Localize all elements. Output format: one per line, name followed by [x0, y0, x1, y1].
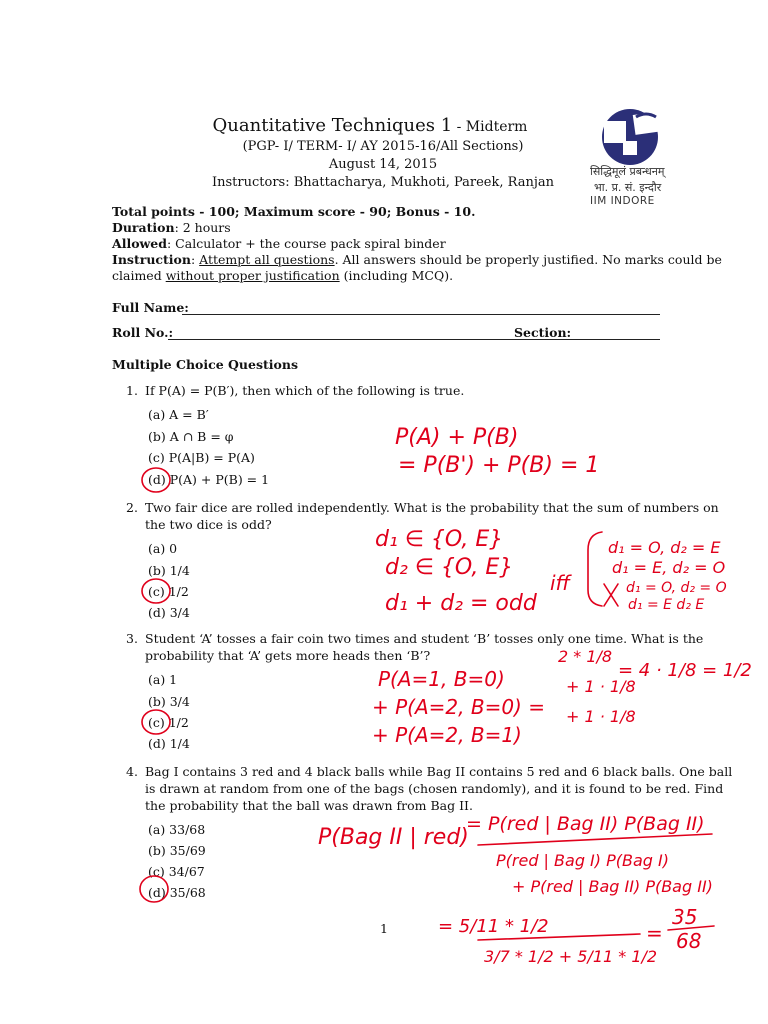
q4-note-numerator: = P(red | Bag II) P(Bag II) [466, 813, 705, 835]
exam-date: August 14, 2015 [328, 157, 438, 172]
exam-type: - Midterm [452, 119, 528, 135]
question-3-number: 3. [126, 631, 138, 646]
question-3-option-c: (c) 1/2 [148, 715, 189, 730]
question-3-option-b: (b) 3/4 [148, 694, 190, 709]
question-4-option-b: (b) 35/69 [148, 843, 206, 858]
question-3-text-1: Student ‘A’ tosses a fair coin two times and student ‘B’ tosses only one time. What is the [145, 631, 704, 646]
q4-note-frac-denominator: 3/7 * 1/2 + 5/11 * 1/2 [484, 947, 658, 966]
question-1-option-b: (b) A ∩ B = φ [148, 429, 234, 444]
question-2-option-a: (a) 0 [148, 541, 178, 556]
q4-note-denominator-2: + P(red | Bag II) P(Bag II) [512, 877, 713, 896]
logo-motto: सिद्धिमूलं प्रबन्धनम् [590, 165, 665, 178]
question-1-option-a: (a) A = B′ [148, 407, 209, 422]
question-4-option-d: (d) 35/68 [148, 885, 206, 900]
q2-case-1: d₁ = O, d₂ = E [608, 538, 721, 557]
question-4-option-a: (a) 33/68 [148, 822, 206, 837]
duration-label: Duration [112, 220, 175, 235]
question-3-text-2: probability that ‘A’ gets more heads then ‘B’? [145, 648, 431, 663]
q4-note-lhs: P(Bag II | red) [318, 825, 469, 850]
q4-fraction-bar-2 [478, 934, 640, 940]
q3-note-result: = 4 · 1/8 = 1/2 [618, 660, 752, 681]
question-4-text-2: is drawn at random from one of the bags (chosen randomly), and it is found to be red. Find [145, 781, 724, 796]
logo-name: IIM INDORE [590, 195, 655, 207]
q4-fraction-bar [478, 834, 712, 845]
question-2-text-2: the two dice is odd? [145, 517, 272, 532]
instruction-label: Instruction [112, 252, 191, 267]
q4-result-numerator: 35 [672, 905, 698, 929]
allowed-label: Allowed [112, 236, 167, 251]
roll-no-label: Roll No.: [112, 325, 174, 340]
q4-note-denominator-1: P(red | Bag I) P(Bag I) [496, 851, 669, 870]
total-points: Total points - 100; Maximum score - 90; Bonus - 10. [112, 204, 476, 219]
q2-note-d1: d₁ ∈ {O, E} [375, 527, 504, 552]
q2-note-iff: iff [550, 571, 570, 595]
question-1-option-c: (c) P(A|B) = P(A) [148, 450, 255, 465]
q4-note-frac-numerator: = 5/11 * 1/2 [438, 916, 549, 937]
q3-note-line-3: + P(A=2, B=1) [372, 723, 522, 747]
allowed-value: : Calculator + the course pack spiral binder [167, 236, 446, 251]
iim-indore-logo [590, 105, 670, 165]
question-4-number: 4. [126, 764, 138, 779]
question-1-number: 1. [126, 383, 138, 398]
instruction-line: Instruction: Attempt all questions. All answers should be properly justified. No marks could be [112, 252, 722, 267]
q2-cross-mark [604, 584, 618, 606]
course-title: Quantitative Techniques 1 [212, 115, 453, 136]
q4-result-denominator: 68 [676, 929, 702, 953]
roll-no-line [168, 339, 660, 340]
q1-note-line-2: = P(B') + P(B) = 1 [398, 453, 600, 478]
q2-note-sum: d₁ + d₂ = odd [385, 591, 537, 616]
q2-note-d2: d₂ ∈ {O, E} [385, 555, 514, 580]
q2-brace [588, 532, 602, 606]
duration-value: : 2 hours [174, 220, 231, 235]
q3-note-line-2: + P(A=2, B=0) = [372, 695, 545, 719]
exam-title [213, 115, 528, 136]
q4-note-equals: = [646, 921, 663, 945]
q3-note-right-1: 2 * 1/8 [558, 647, 613, 666]
question-2-option-d: (d) 3/4 [148, 605, 190, 620]
question-1-text: If P(A) = P(B′), then which of the following is true. [145, 383, 465, 398]
question-2-option-b: (b) 1/4 [148, 563, 190, 578]
full-name-line [182, 314, 660, 315]
instructors: Instructors: Bhattacharya, Mukhoti, Pareek, Ranjan [212, 175, 554, 190]
section-label: Section: [514, 325, 572, 340]
question-2-text-1: Two fair dice are rolled independently. What is the probability that the sum of numbers on [145, 500, 719, 515]
logo-hindi-name: भा. प्र. सं. इन्दौर [594, 181, 662, 194]
q2-case-2: d₁ = E, d₂ = O [612, 558, 726, 577]
question-4-option-c: (c) 34/67 [148, 864, 205, 879]
instruction-emphasis: Attempt all questions [199, 252, 335, 267]
question-3-option-d: (d) 1/4 [148, 736, 190, 751]
program-line: (PGP- I/ TERM- I/ AY 2015-16/All Sections) [242, 139, 524, 154]
question-4-text-3: the probability that the ball was drawn from Bag II. [145, 798, 473, 813]
instruction-line-2: claimed without proper justification (including MCQ). [112, 268, 454, 283]
q1-note-line-1: P(A) + P(B) [395, 425, 519, 450]
question-2-number: 2. [126, 500, 138, 515]
q2-case-3: d₁ = O, d₂ = O [626, 580, 727, 596]
question-4-text-1: Bag I contains 3 red and 4 black balls while Bag II contains 5 red and 6 black balls. One ball [145, 764, 733, 779]
q3-note-right-2: + 1 · 1/8 [566, 677, 636, 696]
question-2-option-c: (c) 1/2 [148, 584, 189, 599]
question-1-option-d: (d) P(A) + P(B) = 1 [148, 472, 270, 487]
q3-note-right-3: + 1 · 1/8 [566, 707, 636, 726]
question-3-option-a: (a) 1 [148, 672, 178, 687]
full-name-label: Full Name: [112, 300, 189, 315]
logo-emblem-icon [590, 105, 670, 167]
q4-result-bar [668, 926, 714, 930]
section-title: Multiple Choice Questions [112, 357, 298, 372]
q2-case-4: d₁ = E d₂ E [628, 597, 705, 613]
page-number: 1 [380, 921, 388, 936]
q3-note-line-1: P(A=1, B=0) [378, 667, 505, 691]
